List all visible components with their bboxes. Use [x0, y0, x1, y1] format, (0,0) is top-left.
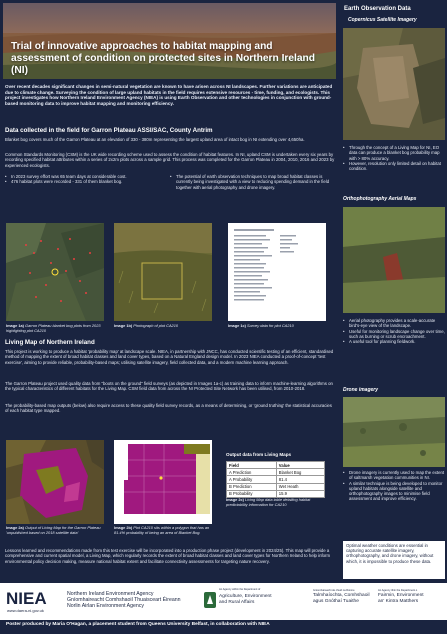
- caption-text: Living Map data table detailing habitat predictability information for CA210: [226, 497, 311, 507]
- caption-text: Photograph of plot CA210: [133, 323, 179, 328]
- eo-heading: Earth Observation Data: [344, 6, 411, 12]
- caption-text: Garron Plateau blanket bog plots from 2023 highlighting plot CA210: [6, 323, 101, 333]
- caption-label: Image 1c): [228, 323, 246, 328]
- caption-label: Image 2a): [6, 525, 24, 530]
- section1-heading: Data collected in the field for Garron Plateau ASSI/SAC, County Antrim: [5, 127, 213, 134]
- section2-p2: The Garron Plateau project used quality data from "boots on the ground" field surveys (as depicted in Images 1a-c) as training data to inform machine-learning algorithms on the typical characteristics of different habitats for the Living Map. CSM field data from across the NI Protected Site Network has been utilised, from 2010-2018.: [5, 381, 333, 392]
- niea-line: Norlin Airlan Environment Agency: [67, 603, 144, 610]
- drone-bullets: [343, 470, 445, 502]
- niea-logo: [6, 586, 66, 616]
- section1-bullets-right: [170, 174, 335, 190]
- table-cell: B Prediction: [227, 483, 277, 490]
- daera-line: and Rural Affairs: [219, 599, 255, 605]
- niea-logo-text: NIEA: [6, 589, 47, 608]
- table-row: [227, 469, 325, 476]
- table-header-row: [227, 462, 325, 469]
- bullet-item: • A similar technique is being developed to monitor upland habitats alongside satellite and orthophotography images to minimise field assessment and improve efficiency.: [343, 481, 445, 502]
- daera-emblem-icon: [203, 590, 217, 610]
- daera3-line: an' Kintra Matthers: [378, 598, 419, 604]
- bullet-item: • However, resolution only limited detail on habitat condition.: [343, 161, 445, 172]
- daera3-line: Fairmin, Environment: [378, 593, 424, 599]
- table-row: [227, 483, 325, 490]
- intro-paragraph: Over recent decades significant changes in semi-natural vegetation are known to have arisen across NI landscapes. Further variations are anticipated due to climate change. Surveying the condition of large upland habitats in the field requires extensive resources - time, funding, and ecologists. This project investigates how Northern Ireland Environment Agency (NIEA) is using Earth Observation and other technologies in conjunction with ground-based monitoring data to improve habitat mapping and monitoring efficiency.: [5, 84, 333, 106]
- section1-p2: Common Standards Monitoring (CSM) is the UK wide recording scheme used to assess the condition of habitat features. In NI, upland CSM is undertaken every six years by recording specified habitat attributes within a series of 2x2m plots across a sample grid. This process was completed for the Garron Plateau in 2004, 2010, 2016 and 2023 by experienced ecologists.: [5, 152, 335, 168]
- footer: [0, 583, 447, 620]
- living-map-data-table: [226, 461, 325, 498]
- daera-irish-block: [313, 588, 375, 604]
- table-title: Output data from Living Maps: [226, 452, 292, 457]
- daera2-line: Talmhaíochta, Comhshaoil: [313, 593, 370, 599]
- daera-logo-block: [203, 588, 309, 614]
- caption-2a: [6, 526, 104, 535]
- caption-text: Plot CA210 sits within a polygon that has an 81.4% probability of being an area of Blanket Bog.: [114, 525, 210, 535]
- bullet-item: • A useful tool for planning fieldwork.: [343, 339, 445, 344]
- table-cell: B Probability: [227, 490, 277, 497]
- niea-line: Northern Ireland Environment Agency: [67, 591, 154, 597]
- daera-small-text: An Agency within the Department of: [219, 588, 261, 591]
- bullet-item: • Drone imagery is currently used to map the extent of saltmarsh vegetation communities in NI.: [343, 470, 445, 481]
- bullet-item: • The potential of earth observation techniques to map broad habitat classes is currently being investigated with a view to reducing spending demand in the field together with aerial photography and drone imagery.: [170, 174, 335, 190]
- bullet-item: • Through the concept of a Living Map for NI, EO data can produce a blanket bog probability map with > 80% accuracy.: [343, 145, 445, 161]
- weather-note: Optimal weather conditions are essential in capturing accurate satellite imagery, orthophotography, and drone imagery, without which, it is impossible to produce these data.: [343, 541, 445, 579]
- ortho-bullets: [343, 318, 445, 344]
- orthophotography-image: [343, 207, 445, 313]
- caption-2b: [114, 526, 212, 535]
- poster-title: Trial of innovative approaches to habitat mapping and assessment of condition on protected sites in Northern Ireland (NI): [11, 41, 315, 76]
- image-2a-living-map: [6, 440, 104, 524]
- daera-name: [219, 594, 272, 605]
- section2-closing: Lessons learned and recommendations made from this test exercise will be incorporated into a production phase project (development in 2024/25). This map will provide a comprehensive and current spatial model, a Living Map, which regularly records the extent of broad habitat classes and land cover types for Northern Ireland to help inform environmental policy decision making, measure national habitat extent and facilitate connectivity assessments for targeting nature recovery.: [5, 548, 331, 564]
- ortho-subheading: Orthophotography Aerial Maps: [343, 196, 417, 202]
- drone-image: [343, 397, 445, 467]
- poster-credit: Poster produced by Maria O'Hagan, a placement student from Queens University Belfast, in collaboration with NIEA: [6, 622, 270, 627]
- daera-line: Agriculture, Environment: [219, 594, 272, 599]
- table-row: [227, 476, 325, 483]
- caption-text: Output of Living Map for the Garron Plateau 'unpublished based on 2018 satellite data': [6, 525, 101, 535]
- caption-1b: [114, 324, 212, 329]
- caption-label: Image 2b): [114, 525, 133, 530]
- bullet-item: • In 2023 survey effort was 65 team days at considerable cost.: [5, 174, 165, 179]
- section1-p1: Blanket bog covers much of the Garron Plateau at an elevation of 330 - 380m representing the largest upland area of intact bog in NI extending over 4,650ha.: [5, 137, 305, 142]
- table-cell: 81.4: [276, 476, 324, 483]
- image-1b-plot-photo: [114, 223, 212, 321]
- section1-bullets-left: [5, 174, 165, 185]
- niea-line: Gníomhaireacht Comhshaoil Thuaisceart Éireann: [67, 597, 181, 604]
- table-header: Field: [227, 462, 277, 469]
- caption-label: Image 1a): [6, 323, 24, 328]
- table-cell: 15.9: [276, 490, 324, 497]
- copernicus-satellite-image: [343, 28, 445, 140]
- image-1c-survey-data: [228, 223, 326, 321]
- niea-url: www.daera-ni.gov.uk: [7, 608, 44, 613]
- image-1a-plot-map: [6, 223, 104, 321]
- copernicus-subheading: Copernicus Satellite Imagery: [348, 17, 417, 23]
- bullet-item: • 476 habitat plots were recorded - 331 of them blanket bog.: [5, 179, 165, 184]
- image-2b-polygon-map: [114, 440, 212, 524]
- section2-p3: The probability-based map outputs (below) also require access to these quality field survey records, as a means of determining, or 'ground truthing' the statistical accuracies of each habitat type mapped.: [5, 403, 332, 414]
- table-cell: A Probability: [227, 476, 277, 483]
- table-cell: A Prediction: [227, 469, 277, 476]
- niea-agency-names: [67, 591, 181, 610]
- section2-heading: Living Map of Northern Ireland: [5, 339, 95, 346]
- caption-1c: [228, 324, 326, 329]
- table-header: Value: [276, 462, 324, 469]
- caption-1a: [6, 324, 104, 333]
- caption-label: Image 1b): [114, 323, 133, 328]
- drone-subheading: Drone imagery: [343, 387, 379, 393]
- daera-ulster-scots-block: [378, 588, 446, 604]
- bullet-item: • Useful for monitoring landscape change over time, such as burning or scrub encroachment.: [343, 329, 445, 340]
- section2-p1: This project is working to produce a habitat 'probability map' at landscape scale. NIEA, in partnership with JNCC, has conducted scientific testing of an efficient, standardised method of mapping the extent of broad habitat classes and land cover types, based on a Natural England design model. In 2023 NIEA conducted a proof-of-concept 'test exercise', aiming to provide reliable, probability-based maps; utilising satellite imagery, field collected data, and a modern machine learning approach.: [5, 349, 334, 365]
- title-banner: [3, 3, 336, 79]
- daera3-small-text: An Agency ithin the Depairtment o: [378, 589, 418, 592]
- caption-label: Image 2c): [226, 497, 244, 502]
- copernicus-bullets: [343, 145, 445, 171]
- table-cell: Wet Heath: [276, 483, 324, 490]
- table-cell: Blanket Bog: [276, 469, 324, 476]
- daera2-line: agus Gnóthaí Tuaithe: [313, 598, 359, 604]
- daera2-small-text: Gníomhaireacht de chuid na Roinne: [313, 589, 355, 592]
- caption-2c: [226, 498, 326, 507]
- caption-text: Survey data for plot CA210: [247, 323, 294, 328]
- bullet-item: • Aerial photography provides a scale-accurate bird's-eye view of the landscape.: [343, 318, 445, 329]
